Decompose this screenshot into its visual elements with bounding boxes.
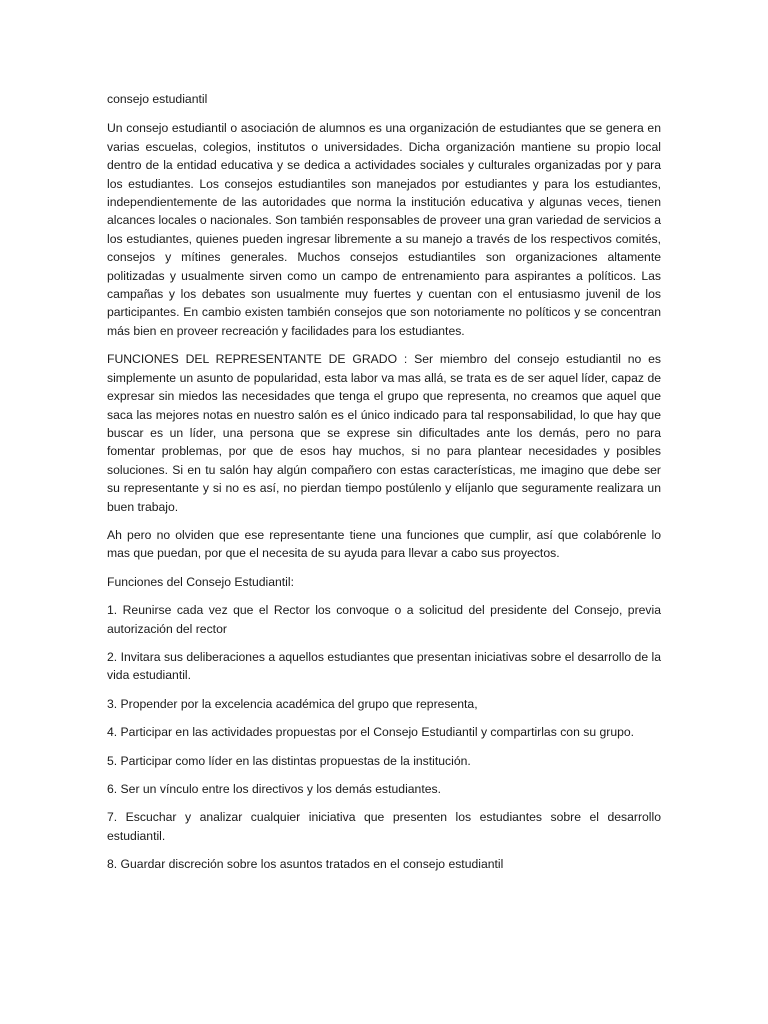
list-item: 6. Ser un vínculo entre los directivos y los demás estudiantes. [107,782,441,796]
funciones-list [107,601,661,873]
document-page [107,90,661,884]
list-item: 7. Escuchar y analizar cualquier iniciativa que presenten los estudiantes sobre el desarrollo estudiantil. [107,810,661,843]
list-item: 1. Reunirse cada vez que el Rector los convoque o a solicitud del presidente del Consejo, previa autorización del rector [107,603,661,636]
document-title: consejo estudiantil [107,92,208,106]
colaboracion-paragraph: Ah pero no olviden que ese representante tiene una funciones que cumplir, así que colabórenle lo mas que puedan, por que el necesita de su ayuda para llevar a cabo sus proyectos. [107,527,661,561]
list-item: 5. Participar como líder en las distintas propuestas de la institución. [107,753,471,768]
list-item: 4. Participar en las actividades propuestas por el Consejo Estudiantil y compartirlas con su grupo. [107,725,635,740]
funciones-representante-paragraph: FUNCIONES DEL REPRESENTANTE DE GRADO : Ser miembro del consejo estudiantil no es simplemente un asunto de popularidad, esta labor va mas allá, se trata es de ser aquel líder, capaz de expresar sin miedos las necesidades que tenga el grupo que representa, no creamos que aquel que saca las mejores notas en nuestro salón es el único indicado para tal responsabilidad, lo que hay que buscar es un líder, una persona que se exprese sin dificultades ante los demás, pero no para fomentar problemas, por que de esos hay muchos, si no para plantear necesidades y posibles soluciones. Si en tu salón hay algún compañero con estas características, me imagino que debe ser su representante y si no es así, no pierdan tiempo postúlenlo y elíjanlo que seguramente realizara un buen trabajo. [107,352,661,514]
list-item: 8. Guardar discreción sobre los asuntos tratados en el consejo estudiantil [107,857,504,872]
list-item: 2. Invitara sus deliberaciones a aquellos estudiantes que presentan iniciativas sobre el desarrollo de la vida estudiantil. [107,649,661,683]
list-item: 3. Propender por la excelencia académica del grupo que representa, [107,696,478,711]
intro-paragraph: Un consejo estudiantil o asociación de alumnos es una organización de estudiantes que se genera en varias escuelas, colegios, institutos o universidades. Dicha organización mantiene su propio local dentro de la entidad educativa y se dedica a actividades sociales y culturales organizadas por y para los estudiantes. Los consejos estudiantiles son manejados por estudiantes y para los estudiantes, independientemente de las autoridades que norma la institución educativa y algunas veces, tienen alcances locales o nacionales. Son también responsables de proveer una gran variedad de servicios a los estudiantes, quienes pueden ingresar libremente a su manejo a través de los respectivos comités, consejos y mítines generales. Muchos consejos estudiantiles son organizaciones altamente politizadas y usualmente sirven como un campo de entrenamiento para aspirantes a políticos. Las campañas y los debates son usualmente muy fuertes y cuentan con el entusiasmo juvenil de los participantes. En cambio existen también consejos que son notoriamente no políticos y se concentran más bien en proveer recreación y facilidades para los estudiantes. [107,121,661,338]
section-heading: Funciones del Consejo Estudiantil: [107,574,294,589]
